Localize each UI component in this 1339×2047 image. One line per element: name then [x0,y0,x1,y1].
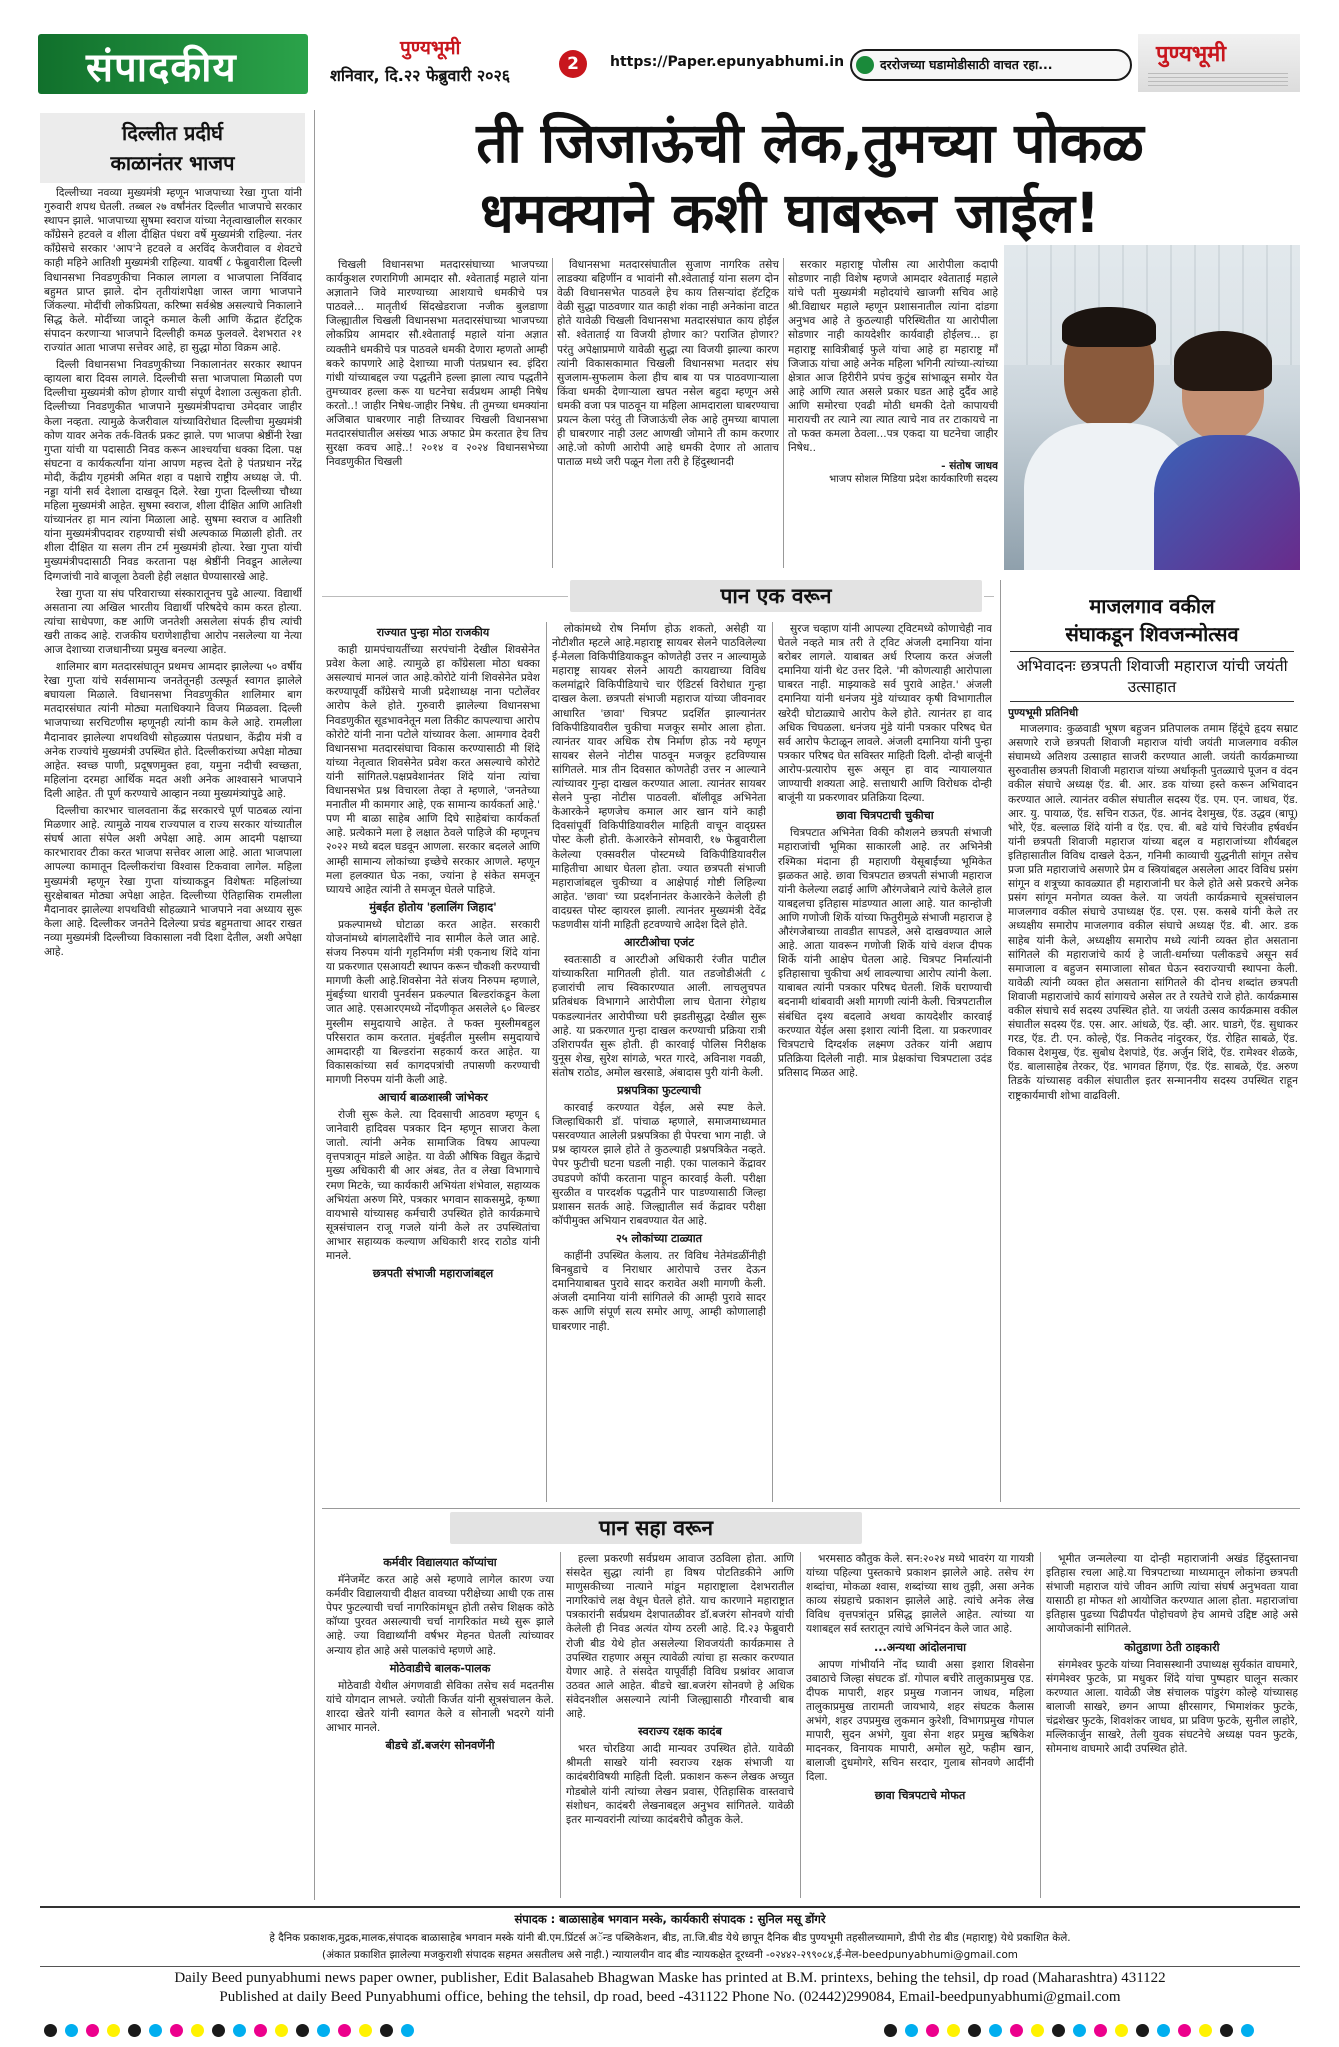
editorial-paragraph: दिल्लीचा कारभार चालवताना केंद्र सरकारचे पूर्ण पाठबळ त्यांना मिळणार आहे. त्यामुळे नायब राज्यपाल व राज्य सरकार यांच्यातील संघर्ष आता संपेल अशी अपेक्षा आहे. आम आदमी पक्षाच्या कारभारावर टीका करत भाजपा सत्तेवर आला आहे. आता भाजपाला आपल्या कामातून दिल्लीकरांचा विश्वास टिकवावा लागेल. महिला मुख्यमंत्री म्हणून रेखा गुप्ता यांच्याकडून विशेषतः महिलांच्या सुरक्षेबाबत मोठ्या अपेक्षा आहेत. दिल्लीच्या ऐतिहासिक रामलीला मैदानावर झालेल्या शपथविधी सोहळ्याने भाजपाने नवा अध्याय सुरू केला आहे. दिल्लीकर जनतेने दिलेल्या प्रचंड बहुमताचा आदर राखत नव्या मुख्यमंत्री दिल्लीच्या विकासाला नवी दिशा देतील, अशी अपेक्षा आहे. [44,805,302,958]
editorial-paragraph: दिल्लीच्या नवव्या मुख्यमंत्री म्हणून भाजपाच्या रेखा गुप्ता यांनी गुरुवारी शपथ घेतली. तब्बल २७ वर्षांनंतर दिल्लीत भाजपाचे सरकार स्थापन झाले. भाजपाच्या सुषमा स्वराज यांच्या नेतृत्वाखालील सरकार कॉंग्रेसने हटवले व शीला दीक्षित पंधरा वर्षे मुख्यमंत्री राहिल्या. नंतर कॉंग्रेसचे सरकार 'आप'ने हटवले व अरविंद केजरीवाल व शेवटचे काही महिने आतिशी मुख्यमंत्री राहिल्या. यावर्षी ८ फेब्रुवारीला दिल्ली विधानसभा निवडणुकीचा निकाल लागला व भाजपाला निर्विवाद बहुमत प्राप्त झाले. दोन तृतीयांशपेक्षा जास्त जागा भाजपाने जिंकल्या. मोदींची लोकप्रियता, करिष्मा सर्वश्रेष्ठ असल्याचे निकालाने सिद्ध केले. मोदींच्या जादूने कमाल केली आणि केंद्रात हॅटट्रिक संपादन करणाऱ्या भाजपाने दिल्लीही कमळ फुलवले. देशभरात २१ राज्यांत आता भाजपा सत्तेवर आहे, हा सुद्धा मोठा विक्रम आहे. [44,187,302,355]
story-text: भूमीत जन्मलेल्या या दोन्ही महाराजांनी अखंड हिंदुस्तानचा इतिहास रचला आहे.या चित्रपटाच्या माध्यमातून लोकांना छत्रपती संभाजी महाराज यांचे जीवन आणि त्यांचा संघर्ष अनुभवता यावा यासाठी हा मोफत शो आयोजित करण्यात आला होता. महाराजांचा इतिहास पुढच्या पिढीपर्यंत पोहोचवणे हेच आमचे उद्दिष्ट आहे असे आयोजकांनी सांगितले. [1046,1553,1298,1636]
jayanti-text: माजलगाव: कुळवाडी भूषण बहुजन प्रतिपालक तमाम हिंदूंचे हृदय सम्राट असणारे राजे छत्रपती शिवाजी महाराज यांची जयंती माजलगाव वकील संघामध्ये अतिशय उत्साहात साजरी करण्यात आली. जयंती कार्यक्रमाच्या सुरुवातीस छत्रपती शिवाजी महाराज यांच्या अर्धाकृती पुतळ्याचे पूजन व वंदन वकील संघाचे अध्यक्ष ऍड. बी. आर. डक यांच्या हस्ते करून अभिवादन करण्यात आले. त्यानंतर वकील संघातील सदस्य ऍड. एम. एन. जाधव, ऍड. आर. यु. पायाळ, ऍड. सचिन राऊत, ऍड. आनंद देशमुख, ऍड. उद्धव (बापू) भोरे, ऍड. बल्लाळ शिंदे यांनी व ऍड. एच. बी. बडे यांचे चिरंजीव हर्षवर्धन यांनी छत्रपती शिवाजी महाराज यांच्या बद्दल व महाराजांच्या शौर्यबद्दल इतिहासातील विविध दाखले देऊन, गनिमी काव्याची युद्धनीती सांगून तसेच प्रजा प्रति महाराजांचे असणारे प्रेम व स्त्रियांबद्दल असलेला आदर विविध प्रसंग सांगून व शत्रूच्या कावळ्यात ही महाराजांनी घर केले होते असे प्रकरचे अनेक प्रसंग सांगून मनोगत व्यक्त केले. या जयंती कार्यक्रमाचे सूत्रसंचालन माजलगाव वकील संघाचे उपाध्यक्ष ऍड. एस. एस. कसबे यांनी केले तर अध्यक्षीय समारोप माजलगाव वकील संघाचे अध्यक्ष ऍड. बी. आर. डक साहेब यांनी केले, अध्यक्षीय समारोप मध्ये त्यांनी व्यक्त होत असताना सांगितले की महाराजांचे कार्य हे जाती-धर्माच्या पलीकडचे असून सर्व समाजाला व बहुजन समाजाला सोबत घेऊन स्वराज्याची स्थापना केली. यावेळी त्यांनी व्यक्त होत असताना सांगितले की दोनच शब्दांत छत्रपती शिवाजी महाराजांचे कार्य सांगायचे असेल तर ते रयतेचे राजे होते. कार्यक्रमास वकील संघाचे सर्व सदस्य उपस्थित होते. या जयंती उत्सव कार्यक्रमास वकील संघातील सदस्य ऍड. एस. आर. आंधळे, ऍड. व्ही. आर. घाडगे, ऍड. सुधाकर गरड, ऍड. टी. एन. कोल्हे, ऍड. निकतेद नांदुरकर, ऍड. रोहित साबळे, ऍड. विकास देशमुख, ऍड. सुबोध देशपांडे, ऍड. अर्जुन शिंदे, ऍड. रामेश्वर शेळके, ऍड. बालासाहेब तेरकर, ऍड. भागवत हिंगण, ऍड. ऍड. साबळे, ऍड. अरुण तिडके यांच्यासह वकील संघातील इतर सन्माननीय सदस्य उपस्थित राहून राष्ट्रकार्यमाची शोभा वाढविली. [1008,723,1298,1102]
column-divider [772,622,773,1502]
story-text: रोजी सुरू केले. त्या दिवसाची आठवण म्हणून ६ जानेवारी हादिवस पत्रकार दिन म्हणून साजरा केला जातो. त्यांनी अनेक सामाजिक विषय आपल्या वृत्तपत्रातून मांडले आहेत. या वेळी औषिक विद्युत केंद्राचे मुख्य अधिकारी बी आर अंबड, तेत व लेखा विभागाचे रमण मिटके, च्या कार्यकारी अभियंता शंभेवाल, सहाय्यक अभियंता अरुण मिरे, पत्रकार भगवान साकसमुद्रे, कृष्णा वायभासे यांच्यासह कर्मचारी उपस्थित होते कार्यक्रमाचे सूत्रसंचालन राजू गजले यांनी केले तर उपस्थितांचा आभार सहाय्यक कल्याण अधिकारी शरद राठोड यांनी मानले. [326,1109,540,1263]
pan-saha-banner [450,1512,862,1544]
story-text: संगमेश्वर फुटके यांच्या निवासस्थानी उपाध्यक्ष सुर्यकांत वाघमारे, संगमेश्वर फुटके, प्रा मधुकर शिंदे यांचा पुष्पहार घालून सत्कार करण्यात आला. यावेळी जेष्ठ संचालक पांडुरंग कोल्हे यांच्यासह बालाजी साखरे, छगन आप्पा क्षीरसागर, भिमाशंकर फुटके, चंद्रशेखर फुटके, शिवशंकर जाधव, प्रा प्रविण फुटके, सुनील लाहोरे, मल्लिकार्जुन साखरे, तेली युवक संघटनेचे अध्यक्ष पवन फुटके, सोमनाथ वाघमारे आदी उपस्थित होते. [1046,1658,1298,1756]
footer-english-line1: Daily Beed punyabhumi news paper owner, publisher, Edit Balasaheb Bhagwan Maske has printed at B.M. printexs, behing the tehsil, dp road (Maharashtra) 431122 [174,1970,1166,1986]
footer-rule [40,1906,1300,1908]
jayanti-heading-line1: माजलगाव वकील [1089,594,1215,618]
story-text: प्रकल्पामध्ये घोटाळा करत आहेत. सरकारी योजनांमध्ये बांगलादेशींचे नाव सामील केले जात आहे. संजय निरुपम यांनी गृहनिर्माण मंत्री एकनाथ शिंदे यांना या प्रकरणात एसआयटी स्थापन करून चौकशी करण्याची मागणी केली आहे.शिवसेना नेते संजय निरुपम म्हणाले, मुंबईच्या धारावी पुनर्वसन प्रकल्पात बिल्डरांकडून केला जात आहे. एसआरएमध्ये नोंदणीकृत असलेले ६० बिल्डर मुस्लीम समुदायाचे आहेत. ते फक्त मुस्लीमबहुल परिसरात काम करतात. मुंबईतील मुस्लीम समुदायाचे आमदारही या बिल्डरांना सहकार्य करत आहेत. या विकासकांच्या सर्व कागदपत्रांची तपासणी करण्याची मागणी निरुपम यांनी केली आहे. [326,918,540,1086]
editorial-headline-line1: दिल्लीत प्रदीर्घ [122,121,223,145]
main-headline-line1: ती जिजाऊंची लेक,तुमच्या पोकळ [476,111,1144,175]
story-subheading: स्वराज्य रक्षक कादंब [638,1725,722,1739]
story-text: आपण गांभीर्याने नोंद घ्यावी असा इशारा शिवसेना उबाठाचे जिल्हा संघटक डॉ. गोपाल बचीरे तालुकाप्रमुख एड. दीपक मापारी, शहर प्रमुख गजानन जाधव, महिला तालुकाप्रमुख तारामती जायभाये, शहर संघटक कैलास अभंगे, शहर उपप्रमुख लुकमान कुरेशी, विभागप्रमुख गोपाल मापारी, सुदन अभंगे, युवा सेना शहर प्रमुख ऋषिकेश मादनकर, विनायक मापारी, अमोल सुटे, फहीम खान, बालाजी दुधमोगरे, सचिन सरदार, गुलाब सोनवणे आदींनी दिला. [806,1658,1034,1784]
story-subheading: मुंबईत होतोय 'हलालिंग जिहाद' [369,900,497,914]
story-subheading: छत्रपती संभाजी महाराजांबद्दल [372,1267,494,1281]
section-rule [322,1508,1300,1509]
story-text: हल्ला प्रकरणी सर्वप्रथम आवाज उठविला होता. आणि संसदेत सुद्धा त्यांनी हा विषय पोटतिडकीने आणि माणुसकीच्या नात्याने मांडून महाराष्ट्राला देशभरातील नागरिकांचे लक्ष वेधून घेतले होते. याच कारणाने महाराष्ट्रात पत्रकारांनी सर्वप्रथम देशपातळीवर डॉ.बजरंग सोनवणे यांची केलेली ही निवड अत्यंत योग्य ठरली आहे. दि.२३ फेब्रुवारी रोजी बीड येथे होत असलेल्या शिवजयंती कार्यक्रमास ते उपस्थित राहणार असून त्यावेळी त्यांचा हा सत्कार करण्यात येणार आहे. ते संसदेत यापूर्वीही विविध प्रश्नांवर आवाज उठवत आले आहेत. बीडचे खा.बजरंग सोनवणे हे अधिक संवेदनशील असल्याने त्यांनी जिल्ह्यासाठी गौरवाची बाब आहे. [566,1553,794,1721]
section-rule [322,596,568,597]
page-number: 2 [559,50,587,78]
story-text: मॅनेजमेंट करत आहे असे म्हणावे लागेल कारण ज्या कर्मवीर विद्यालयाची दीक्षत वावच्या परीक्षेच्या आधी एक तास पेपर फुटल्याची चर्चा नागरिकांमधून होती तसेच शिक्षक कोठे कॉप्या पुरवत असल्याची चर्चा नागरिकांत मध्ये सुरू झाले आहे. ज्या विद्यार्थ्यांनी वर्षभर मेहनत घेतली त्यांच्यावर अन्याय होत आहे असे पालकांचे म्हणणे आहे. [326,1574,554,1657]
registration-marks-right [880,2022,1300,2038]
story-subheading: मोठेवाडीचे बालक-पालक [389,1661,491,1675]
footer-editor-line: संपादक : बाळासाहेब भगवान मस्के, कार्यकारी संपादक : सुनिल मसू डोंगरे [514,1912,826,1926]
banner-logo-box [1138,34,1300,92]
signature-name: - संतोष जाधव [941,460,998,473]
editorial-paragraph: रेखा गुप्ता या संघ परिवाराच्या संस्कारातूनच पुढे आल्या. विद्यार्थी असताना त्या अखिल भारतीय विद्यार्थी परिषदेचे काम करत होत्या. त्यांचा साधेपणा, कष्ट आणि जनतेशी असलेला संपर्क हीच त्यांची खरी ताकद आहे. राजकीय घराणेशाहीचा आरोप नसलेल्या या नेत्या आज देशाच्या राजधानीच्या प्रमुख बनल्या आहेत. [44,587,302,656]
story-text: काही ग्रामपंचायतींच्या सरपंचांनी देखील शिवसेनेत प्रवेश केला आहे. त्यामुळे हा कॉंग्रेसला मोठा धक्का असल्याचं मानलं जात आहे.कोरोटे यांनी शिवसेनेत प्रवेश करण्यापूर्वी कॉंग्रेसचे माजी प्रदेशाध्यक्ष नाना पटोलेंवर आरोप केले होते. गुरुवारी झालेल्या विधानसभा निवडणुकीत सूडभावनेतून मला तिकीट कापल्याचा आरोप कोरोटे यांनी नाना पटोले यांच्यावर केला. आमगाव देवरी विधानसभा मतदारसंघाचा विकास करण्यासाठी मी शिंदे यांच्या नेतृत्वात शिवसेनेत प्रवेश करत असल्याचे कोरोटे यांनी सांगितले.पक्षप्रवेशानंतर शिंदे यांना त्यांचा विधानसभेत प्रश्न विचारला तेव्हा ते म्हणाले, 'जनतेच्या मनातील मी कामगार आहे, एक सामान्य कार्यकर्ता आहे.' पण मी बाळा साहेब आणि दिघे साहेबांचा कार्यकर्ता आहे. प्रत्येकाने मला हे लक्षात ठेवले पाहिजे की म्हणूनच २०२२ मध्ये बदल घडवून आणला. सरकार बदलले आणि आम्ही सामान्य लोकांच्या इच्छेचे सरकार आणले. म्हणून मला हलक्यात घेऊ नका, ज्यांना हे संकेत समजून घ्यायचे आहेत त्यांनी ते समजून घेतले पाहिजे. [326,644,540,896]
story-subheading: छावा चित्रपटाचे मोफत [874,1788,966,1802]
editorial-headline-line2: काळानंतर भाजप [110,151,235,175]
url-link[interactable]: https://Paper.epunyabhumi.in [610,54,845,70]
story-subheading: ...अन्यथा आंदोलनाचा [874,1640,966,1654]
pan-ek-col3 [778,622,992,1502]
story-subheading: कोतुडाणा ठेती ठाइकारी [1124,1640,1220,1654]
pan-saha-banner-text: पान सहा वरून [598,1516,714,1540]
jayanti-subheading: अभिवादनः छत्रपती शिवाजी महाराज यांची जयंती उत्साहात [1016,657,1288,696]
photo-woman-saree [1154,435,1300,570]
footer-marathi-line1: हे दैनिक प्रकाशक,मुद्रक,मालक,संपादक बाळासाहेब भगवान मस्के यांनी बी.एम.प्रिंटर्स अॅन्ड पब्लिकेशन, बीड, ता.जि.बीड येथे छापून दैनिक बीड पुण्यभूमी तहसीलच्यामागे, डीपी रोड बीड (महाराष्ट्र) येथे प्रकाशित केले. [269,1932,1071,1944]
jayanti-byline: पुण्यभूमी प्रतिनिधी [1008,707,1079,719]
story-subheading: बीडचे डॉ.बजरंग सोनवणेंनी [385,1739,495,1753]
editorial-paragraph: दिल्ली विधानसभा निवडणुकीच्या निकालानंतर सरकार स्थापन व्हायला बारा दिवस लागले. दिल्लीची सत्ता भाजपाला मिळाली पण दिल्लीचा मुख्यमंत्री कोण होणार याची संपूर्ण देशाला उत्सुकता होती. दिल्लीच्या निवडणुकीत भाजपाने मुख्यमंत्रीपदाचा उमेदवार जाहीर केला नव्हता. त्यामुळे केजरीवाल यांच्याविरोधात दिल्लीचा मुख्यमंत्री कोण यावर अनेक तर्क-वितर्क प्रकट झाले. पण भाजपा श्रेष्ठींनी रेखा गुप्ता यांची या पदासाठी निवड करून आश्चर्याचा धक्का दिला. पक्ष संघटना व कार्यकर्त्यांना यांना आपण महत्त्व देतो हे पंतप्रधान नरेंद्र मोदी, केंद्रीय गृहमंत्री अमित शहा व पक्षाचे राष्ट्रीय अध्यक्ष जे. पी. नड्डा यांनी सर्व देशाला दाखवून दिले. रेखा गुप्ता दिल्लीच्या चौथ्या महिला मुख्यमंत्री आहेत. सुषमा स्वराज, शीला दीक्षित आणि आतिशी यांच्यानंतर हा मान त्यांना मिळाला आहे. सुषमा स्वराज व आतिशी यांना मुख्यमंत्रीपदावर राहण्याची संधी अल्पकाळ मिळाली होती. तर शीला दीक्षित या सलग तीन टर्म मुख्यमंत्री होत्या. रेखा गुप्ता यांची मुख्यमंत्रीपदासाठी निवड करताना पक्ष श्रेष्ठींनी निवडून आलेल्या दिग्गजांची नावे बाजूला ठेवली हेही लक्षात घेण्यासारखे आहे. [44,359,302,583]
main-headline-line2: धमक्याने कशी घाबरून जाईल! [480,181,1100,245]
column-divider [314,110,315,1900]
column-divider [560,1552,561,1898]
story-text: मोठेवाडी येथील अंगणवाडी सेविका तसेच सर्व मदतनीस यांचे योगदान लाभले. ज्योती किर्जत यांनी सूत्रसंचालन केले. शारदा खेतरे यांनी स्वागत केले व सोनाली भदरगे यांनी आभार मानले. [326,1679,554,1735]
pan-saha-col1 [326,1552,554,1898]
banner-paper-name: पुण्यभूमी [1156,42,1227,67]
pan-saha-col4 [1046,1552,1298,1898]
pan-ek-col2 [552,622,766,1502]
column-divider [783,258,784,568]
main-article-text: सरकार महाराष्ट्र पोलीस त्या आरोपीला कदापी सोडणार नाही विशेष म्हणजे आमदार श्वेताताई महाले यांचे पती मुख्यमंत्री महोदयांचे खाजगी सचिव आहे श्री.विद्याधर महाले म्हणून प्रशासनातील त्यांना दांडगा अनुभव आहे ते कुठल्याही परिस्थितीत या आरोपीला सोडणार नाही कायदेशीर कार्यवाही होईलच... हा महाराष्ट्र सावित्रीबाई फुले यांचा आहे हा महाराष्ट्र माँ जिजाऊ यांचा आहे अनेक महिला भगिनी त्यांच्या-त्यांच्या क्षेत्रात आज हिरीरीने प्रपंच कुटुंब सांभाळून समोर येत आहे आणि त्यात असले प्रकार घडत आहे दुर्दैव आहे आणि समोरचा एवढी मोठी धमकी देतो कापायची मारायची तर त्याने त्या त्यात त्याचे नाव तर टाकायचे ना तो फक्त कमला ठेवला...पत्र एकदा या घटनेचा जाहीर निषेध.. [788,259,998,455]
jayanti-heading-line2: संघाकडून शिवजन्मोत्सव [1065,622,1239,646]
column-divider [1040,1552,1041,1898]
main-article-text: चिखली विधानसभा मतदारसंघाच्या भाजपच्या कार्यकुशल रणरागिणी आमदार सौ. श्वेताताई महाले यांना अज्ञाताने जिवे मारण्याच्या आशयाचे धमकीचे पत्र पाठवले... मातृतीर्थ सिंदखेडराजा नजीक बुलडाणा जिल्ह्यातील चिखली विधानसभा मतदारसंघाच्या भाजपच्या लोकप्रिय आमदार सौ.श्वेताताई महाले यांना अज्ञात व्यक्तीने धमकीचे पत्र पाठवले धमकी देणारा म्हणतो आम्ही बकरे कापणारे आहे देशाच्या माजी पंतप्रधान स्व. इंदिरा गांधी यांच्याबद्दल ज्या पद्धतीने हल्ला झाला त्याच पद्धतीने तुमच्यावर हल्ला करू या घटनेचा सर्वप्रथम आम्ही निषेध करतो..! जाहीर निषेध-जाहीर निषेध. ती तुमच्या धमक्यांना अजिबात घाबरणार नाही तिच्यावर चिखली विधानसभा मतदारसंघातील असंख्य भाऊ अफाट प्रेम करतात हेच तिच सुरक्षा कवच आहे..! २०१४ व २०२४ विधानसभेच्या निवडणुकीत चिखली [326,259,548,469]
pan-ek-banner-text: पान एक वरून [720,584,832,608]
story-subheading: प्रश्नपत्रिका फुटल्याची [617,1084,701,1097]
photo-man-hair [1062,307,1156,347]
story-text: भरत चोरडिया आदी मान्यवर उपस्थित होते. यावेळी श्रीमती साखरे यांनी स्वराज्य रक्षक संभाजी या कादंबरीविषयी माहिती दिली. प्रकाशन करून लेखक अच्युत गोडबोले यांनी त्यांच्या लेखन प्रवास, ऐतिहासिक वास्तवाचे संशोधन, कादंबरी लेखनाबद्दल अनुभव सांगितले. यावेळी इतर मान्यवरांनी त्यांच्या कादंबरीचे कौतुक केले. [566,1743,794,1826]
tagline-bar [850,49,1132,81]
heading-rule [1010,651,1294,652]
main-article-col1 [326,258,548,568]
section-rule [984,596,994,597]
tagline-icon [856,56,874,74]
photo-woman-hair [1174,331,1272,391]
footer-english-line2: Published at daily Beed Punyabhumi office, behing the tehsil, dp road, beed -431122 Phone No. (02442)299084, Email-beedpunyabhumi@gmail.com [219,1989,1121,2005]
pan-saha-col3 [806,1552,1034,1898]
editorial-paragraph: शालिमार बाग मतदारसंघातून प्रथमच आमदार झालेल्या ५० वर्षीय रेखा गुप्ता यांचे सर्वसामान्य जनतेतूनही उत्स्फूर्त स्वागत झालेले बघायला मिळाले. विधानसभा निवडणुकीत शालिमार बाग मतदारसंघात त्यांनी मोठ्या मताधिक्याने विजय मिळवला. दिल्ली भाजपाच्या सरचिटणीस म्हणूनही त्यांनी काम केले आहे. रामलीला मैदानावर झालेल्या शपथविधी सोहळ्यास पंतप्रधान, केंद्रीय मंत्री व अनेक राज्यांचे मुख्यमंत्री उपस्थित होते. दिल्लीकरांच्या अपेक्षा मोठ्या आहेत. स्वच्छ पाणी, प्रदूषणमुक्त हवा, यमुना नदीची स्वच्छता, महिलांना दरमहा आर्थिक मदत अशी अनेक आश्वासने भाजपाने दिली आहेत. ती पूर्ण करण्याचे आव्हान नव्या मुख्यमंत्र्यांपुढे आहे. [44,661,302,800]
story-subheading: आरटीओचा एजंट [623,936,694,950]
story-text: काहींनी उपस्थित केलाय. तर विविध नेतेमंडळींनीही बिनबुडाचे व निराधार आरोपाचे उत्तर देऊन दमानियाबाबत पुरावे सादर करावेत अशी मागणी केली. अंजली दमानिया यांनी सांगितले की आम्ही पुरावे सादर करू आणि संपूर्ण सत्य समोर आणू. आम्ही कोणालाही घाबरणार नाही. [552,1250,766,1333]
editorial-headline-box [40,113,305,183]
signature-title: भाजप सोशल मिडिया प्रदेश कार्यकारिणी सदस्य [829,474,998,486]
story-subheading: छावा चित्रपटाची चुकीचा [836,809,934,823]
story-subheading: राज्यात पुन्हा मोठा राजकीय [376,626,490,639]
story-text: लोकांमध्ये रोष निर्माण होऊ शकतो, असेही या नोटीशीत म्हटले आहे.महाराष्ट्र सायबर सेलने पाठविलेल्या ई-मेलला विकिपीडियाकडून कोणतेही उत्तर न आल्यामुळे महाराष्ट्र सायबर सेलने आयटी कायद्याच्या विविध कलमांद्वारे विकिपीडियाचे चार ऍडिटर्स विरोधात गुन्हा दाखल केला. छत्रपती संभाजी महाराज यांच्या जीवनावर आधारित 'छावा' चित्रपट प्रदर्शित झाल्यानंतर विकिपीडियावरील चुकीचा मजकूर समोर आला होता. त्यानंतर यावर अधिक रोष निर्माण होऊ नये म्हणून सायबर सेलने नोटीस पाठवून मजकूर हटविण्यास सांगितले. मात्र तीन दिवसात कोणतेही उत्तर न आल्याने त्यांच्यावर गुन्हा दाखल करण्यात आला. त्यानंतर सायबर सेलने पुन्हा नोटीस पाठवली. बॉलीवूड अभिनेता केआरकेने म्हणजेच कमाल आर खान यांने काही दिवसांपूर्वी विकिपीडियावरील माहिती वाचून वाद्ग्रस्त पोस्ट केली होती. केआरकेने सोमवारी, १७ फेब्रुवारीला केलेल्या एक्सवरील पोस्टमध्ये विकिपीडियावरील माहितीचा आधार घेतला होता. ज्यात छत्रपती संभाजी महाराजांबद्दल चुकीच्या व आक्षेपार्ह गोष्टी लिहिल्या आहेत. 'छावा' च्या प्रदर्शनानंतर केआरकेने केलेली ही वादग्रस्त पोस्ट व्हायरल झाली. त्यानंतर मुख्यमंत्री देवेंद्र फडणवीस यांनी माहिती हटवण्याचे आदेश दिले होते. [552,623,766,931]
main-article-col2 [557,258,779,568]
footer-rule [40,1966,1300,1967]
banner-stripes [1148,70,1288,86]
paper-name: पुण्यभूमी [400,37,461,59]
story-text: स्वतःसाठी व आरटीओ अधिकारी रंजीत पाटील यांच्याकरिता मागितली होती. यात तडजोडीअंती ८ हजारांची लाच स्विकारण्यात आली. लाचलुचपत प्रतिबंधक विभागाने आरोपीला लाच घेताना रंगेहाथ पकडल्यानंतर आरोपीच्या घरी झडतीसुद्धा देखील सुरू आहे. या प्रकरणात गुन्हा दाखल करण्याची प्रक्रिया रात्री उशिरापर्यंत सुरू होती. ही कारवाई पोलिस निरीक्षक युनूस शेख, सुरेश सांगळे, भरत गारदे, अविनाश गवळी, संतोष राठोड, अमोल खरसाडे, अंबादास पुरी यांनी केली. [552,954,766,1079]
masthead [38,34,1300,94]
section-title-box [38,34,308,94]
story-text: सुरज चव्हाण यांनी आपल्या ट्विटमध्ये कोणाचेही नाव घेतले नव्हते मात्र तरी ते ट्विट अंजली दमानिया यांना बरोबर लागले. याबाबत अर्ध रिप्लाय करत अंजली दमानिया यांनी थेट उत्तर दिले. 'मी कोणत्याही आरोपाला घाबरत नाही. माझ्याकडे सर्व पुरावे आहेत.' अंजली दमानिया यांनी धनंजय मुंडे यांच्यावर कृषी विभागातील खरेदी घोटाळ्याचे आरोप केले होते. त्यानंतर हा वाद अधिक चिघळला. धनंजय मुंडे यांनी पत्रकार परिषद घेत सर्व आरोप फेटाळून लावले. अंजली दमानिया यांनी पुन्हा पत्रकार परिषद घेत सविस्तर माहिती दिली. दोन्ही बाजूंनी आरोप-प्रत्यारोप सुरू असून हा वाद न्यायालयात जाण्याची शक्यता आहे. सत्ताधारी आणि विरोधक दोन्ही बाजूंनी या प्रकरणावर प्रतिक्रिया दिल्या. [778,623,992,805]
section-title: संपादकीय [86,44,237,91]
editorial-body [44,186,302,1891]
column-divider [552,258,553,568]
column-divider [1000,580,1001,1502]
column-divider [546,622,547,1502]
story-text: कारवाई करण्यात येईल, असे स्पष्ट केले. जिल्हाधिकारी डॉ. पांचाळ म्हणाले, समाजमाध्यमात पसरवण्यात आलेली प्रश्नपत्रिका ही पेपरचा भाग नाही. जे प्रश्न व्हायरल झाले होते ते कुठल्याही प्रश्नपत्रिकेत नव्हते. पेपर फुटीची घटना घडली नाही. एका पालकाने केंद्रावर उघडपणे कॉपी करताना पाहून कारवाई केली. परीक्षा सुरळीत व पारदर्शक पद्धतीने पार पाडण्यासाठी जिल्हा प्रशासन सतर्क आहे. जिल्ह्यातील सर्व केंद्रावर परीक्षा कॉपीमुक्त अभियान राबवण्यात येत आहे. [552,1102,766,1227]
pan-ek-col1 [326,622,540,1502]
pan-ek-banner [570,580,982,612]
main-article-col3 [788,258,998,568]
tagline: दररोजच्या घडामोडीसाठी वाचत रहा... [880,57,1053,72]
footer-marathi-line2: (अंकात प्रकाशित झालेल्या मजकुराशी संपादक सहमत असतीलच असे नाही.) न्यायालयीन वाद बीड न्यायकक्षेत दूरध्वनी -०२४४२-२९९०८४,ई-मेल-beedpunyabhumi@gmail.com [322,1949,1018,1961]
jayanti-body [1008,706,1298,1502]
story-text: चित्रपटात अभिनेता विकी कौशलने छत्रपती संभाजी महाराजांची भूमिका साकारली आहे. तर अभिनेत्री रश्मिका मंदाना ही महाराणी येसूबाईंच्या भूमिकेत झळकत आहे. छावा चित्रपटात छत्रपती संभाजी महाराज यांनी केलेल्या लढाई आणि औरंगजेबाने त्यांचे केलेले हाल याबद्दलचा इतिहास मांडण्यात आला आहे. यात कान्होजी आणि गणोजी शिर्के यांच्या फितुरीमुळे संभाजी महाराज हे औरंगजेबाच्या तावडीत सापडले, असे दाखवण्यात आले आहे. आता यावरून गणोजी शिर्के यांचे वंशज दीपक शिर्के यांनी आक्षेप घेतला आहे. चित्रपट निर्मात्यांनी इतिहासाचा चुकीचा अर्थ लावल्याचा आरोप त्यांनी केला. याबाबत त्यांनी पत्रकार परिषद घेतली. शिर्के घराण्याची बदनामी थांबवावी अशी मागणी त्यांनी केली. चित्रपटातील संबंधित दृश्य बदलावे अथवा कायदेशीर कारवाई करण्यात येईल असा इशारा त्यांनी दिला. या प्रकरणावर चित्रपटाचे दिग्दर्शक लक्ष्मण उतेकर यांनी अद्याप प्रतिक्रिया दिलेली नाही. मात्र प्रेक्षकांचा चित्रपटाला उदंड प्रतिसाद मिळत आहे. [778,827,992,1079]
pan-saha-col2 [566,1552,794,1898]
column-divider [800,1552,801,1898]
heading-rule [1010,701,1294,702]
story-subheading: कर्मवीर विद्यालयात कॉप्यांचा [383,1556,497,1569]
date-line: शनिवार, दि.२२ फेब्रुवारी २०२६ [330,66,511,85]
story-text: भरमसाठ कौतुक केले. सन:२०२४ मध्ये भावरंग या गायत्री यांच्या पहिल्या पुस्तकाचे प्रकाशन झालेले आहे. तसेच रंग शब्दांचा, मोकळा श्वास, शब्दांच्या साथ तुझी, असा अनेक काव्य संग्रहाचे प्रकाशन झालेले आहे. त्यांचे अनेक लेख विविध वृत्तपत्रांतून प्रसिद्ध झालेले आहेत. त्यांच्या या यशाबद्दल सर्व स्तरातून त्यांचे अभिनंदन केले जात आहे. [806,1553,1034,1636]
story-subheading: आचार्य बाळशास्त्री जांभेकर [378,1091,488,1104]
registration-marks-left [40,2022,460,2038]
main-article-photo [1004,245,1300,570]
story-subheading: २५ लोकांच्या टाळ्यात [615,1231,703,1245]
main-article-text: विधानसभा मतदारसंघातील सुजाण नागरिक तसेच लाडक्या बहिणींन व भावांनी सौ.श्वेताताई यांना सलग दोन वेळी विधानसभेत पाठवले हेच काय तिसऱ्यांदा हॅटट्रिक वेळी सुद्धा पाठवणार यात काही शंका नाही अनेकांना वाटत होते यावेळी चिखली विधानसभा मतदारसंघात काय होईल सौ. श्वेताताई या विजयी होणार का? पराजित होणार? परंतु अपेक्षाप्रमाणे यावेळी सुद्धा त्या विजयी झाल्या कारण त्यांनी विकासकामात चिखली विधानसभा मतदार संघ सुजलाम-सुफलाम केला हीच बाब या पत्र पाठवणाऱ्याला किंवा धमकी देणाऱ्याला खपत नसेल बहुदा म्हणून असे धमकी वजा पत्र पाठवून या महिला आमदाराला घाबरण्याचा प्रयत्न केला परंतु ती जिजाऊंची लेक आहे तुमच्या बापाला ही घाबरणार नाही उलट आणखी जोमाने ती काम करणार आहे.जो कोणी आरोपी आहे धमकी देणार तो आताच पाताळ मध्ये जरी पळून गेला तरी हे हिंदुस्थानदी [557,259,779,469]
